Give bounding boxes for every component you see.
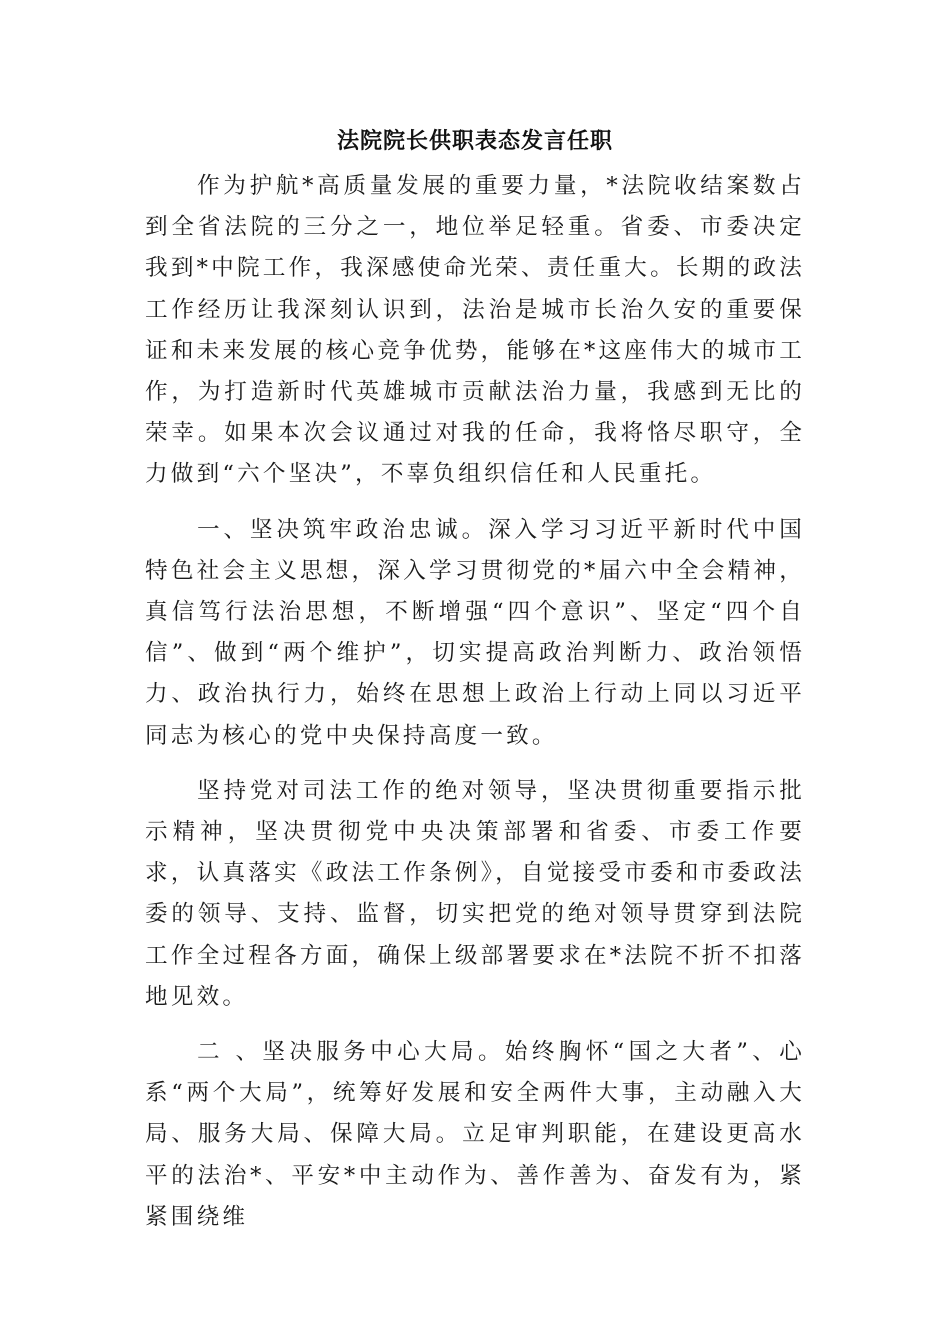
paragraph-political-loyalty: 一、坚决筑牢政治忠诚。深入学习习近平新时代中国特色社会主义思想，深入学习贯彻党的*届六中全会精神，真信笃行法治思想，不断增强“四个意识”、坚定“四个自信”、做到“两个维护”，切实提高政治判断力、政治领悟力、政治执行力，始终在思想上政治上行动上同以习近平同志为核心的党中央保持高度一致。 (145, 516, 805, 749)
document-body (145, 166, 805, 1238)
paragraph-intro: 作为护航*高质量发展的重要力量，*法院收结案数占到全省法院的三分之一，地位举足轻重。省委、市委决定我到*中院工作，我深感使命光荣、责任重大。长期的政法工作经历让我深刻认识到，法治是城市长治久安的重要保证和未来发展的核心竞争优势，能够在*这座伟大的城市工作，为打造新时代英雄城市贡献法治力量，我感到无比的荣幸。如果本次会议通过对我的任命，我将恪尽职守，全力做到“六个坚决”，不辜负组织信任和人民重托。 (145, 173, 805, 488)
document-title: 法院院长供职表态发言任职 (336, 129, 613, 154)
paragraph-party-leadership: 坚持党对司法工作的绝对领导，坚决贯彻重要指示批示精神，坚决贯彻党中央决策部署和省委、市委工作要求，认真落实《政法工作条例》，自觉接受市委和市委政法委的领导、支持、监督，切实把党的绝对领导贯穿到法院工作全过程各方面，确保上级部署要求在*法院不折不扣落地见效。 (145, 777, 805, 1010)
paragraph-serve-overall-situation: 二 、坚决服务中心大局。始终胸怀“国之大者”、心系“两个大局”，统筹好发展和安全两件大事，主动融入大局、服务大局、保障大局。立足审判职能，在建设更高水平的法治*、平安*中主动作为、善作善为、奋发有为，紧紧围绕维 (145, 1039, 805, 1230)
